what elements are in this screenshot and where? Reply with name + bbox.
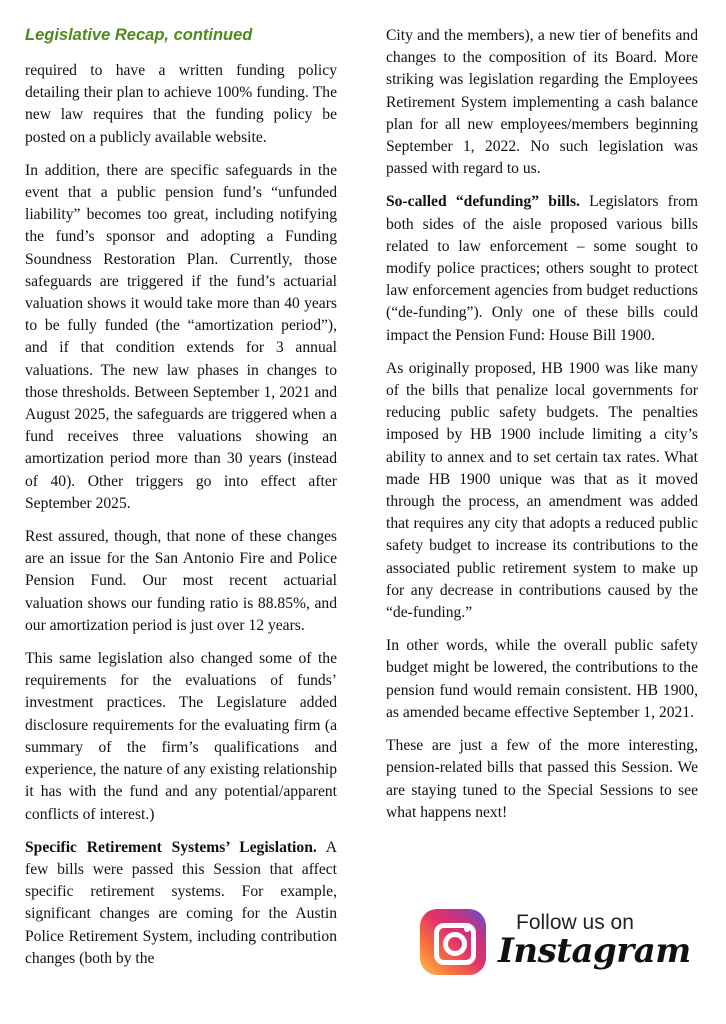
paragraph-defunding-body: Legislators from both sides of the aisle proposed various bills related to law enforcement – some sought to modify police practices; others sought to protect law enforcement agencies from budget reductions (“de-funding”). Only one of these bills could impact the Pension Fund: House Bill 1900. xyxy=(386,193,698,344)
right-column xyxy=(386,25,698,835)
subheading-specific-systems: Specific Retirement Systems’ Legislation. xyxy=(25,838,317,856)
instagram-wordmark: Instagram xyxy=(498,931,691,971)
paragraph-austin-ers: City and the members), a new tier of benefits and changes to the composition of its Board. More striking was legislation regarding the Employees Retirement System implementing a cash balance plan for all new employees/members beginning September 1, 2022. No such legislation was passed with regard to us. xyxy=(386,27,698,178)
section-heading: Legislative Recap, continued xyxy=(25,26,253,44)
paragraph-funding-policy: required to have a written funding policy detailing their plan to achieve 100% funding. The new law requires that the funding policy be posted on a publicly available website. xyxy=(25,62,337,146)
left-column xyxy=(25,60,337,981)
paragraph-safeguards: In addition, there are specific safeguards in the event that a public pension fund’s “unfunded liability” becomes too great, including notifying the fund’s sponsor and adopting a Funding Soundness Restoration Plan. Currently, those safeguards are triggered if the fund’s actuarial valuation shows it would take more than 40 years to be fully funded (the “amortization period”), and if that condition extends for 3 annual valuations. The new law phases in changes to those thresholds. Between September 1, 2021 and August 2025, the safeguards are triggered when a fund receives three valuations showing an amortization period more than 30 years (instead of 40). Other triggers go into effect after September 2025. xyxy=(25,161,337,512)
paragraph-investment-practices: This same legislation also changed some of the requirements for the evaluations of funds’ investment practices. The Legislature added disclosure requirements for the evaluating firm (a summary of the firm’s qualifications and experience, the nature of any existing relationship it has with the fund and any potential/apparent conflicts of interest.) xyxy=(25,650,337,823)
paragraph-rest-assured: Rest assured, though, that none of these changes are an issue for the San Antonio Fire and Police Pension Fund. Our most recent actuarial valuation shows our funding ratio is 88.85%, and our amortization period is just over 12 years. xyxy=(25,528,337,634)
subheading-defunding: So-called “defunding” bills. xyxy=(386,193,580,211)
paragraph-specific-systems-body: A few bills were passed this Session that affect specific retirement systems. For example, significant changes are coming for the Austin Police Retirement System, including contribution changes (both by the xyxy=(25,838,337,967)
paragraph-specific-systems xyxy=(25,837,337,970)
paragraph-hb1900: As originally proposed, HB 1900 was like many of the bills that penalize local governments for reducing public safety budgets. The penalties imposed by HB 1900 include limiting a city’s ability to annex and to set certain tax rates. What made HB 1900 unique was that as it moved through the process, an amendment was added that requires any city that adopts a reduced public safety budget to increase its contributions to the associated public retirement system to make up for any decrease in contributions caused by the “de-funding.” xyxy=(386,359,698,622)
follow-us-text: Follow us on xyxy=(516,911,634,934)
paragraph-defunding xyxy=(386,191,698,346)
paragraph-closing: These are just a few of the more interesting, pension-related bills that passed this Session. We are staying tuned to the Special Sessions to see what happens next! xyxy=(386,737,698,821)
instagram-follow-banner[interactable] xyxy=(420,903,691,983)
paragraph-other-words: In other words, while the overall public safety budget might be lowered, the contributions to the pension fund would remain consistent. HB 1900, as amended became effective September 1, 2021. xyxy=(386,637,698,721)
instagram-icon[interactable] xyxy=(420,909,486,975)
